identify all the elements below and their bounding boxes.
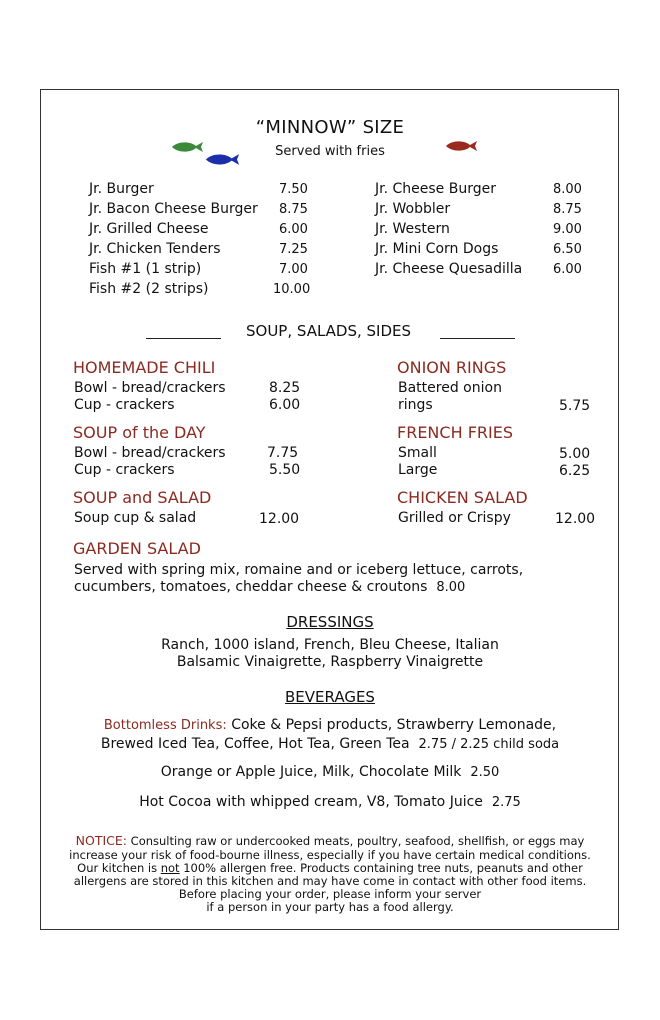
beverages-title: BEVERAGES bbox=[285, 688, 375, 706]
notice-text3a: Our kitchen is bbox=[77, 861, 158, 875]
minnow-title: “MINNOW” SIZE bbox=[255, 117, 405, 138]
minnow-right-item-name: Jr. Western bbox=[375, 221, 450, 237]
fries-large-price: 6.25 bbox=[559, 463, 591, 479]
onion-heading: ONION RINGS bbox=[397, 358, 507, 377]
minnow-left-item-name: Fish #2 (2 strips) bbox=[89, 281, 209, 297]
minnow-right-item-price: 6.50 bbox=[553, 242, 582, 257]
beverages-line3-wrap bbox=[0, 762, 660, 782]
beverages-line2-wrap bbox=[0, 734, 660, 754]
minnow-right-item-price: 6.00 bbox=[553, 262, 582, 277]
minnow-right-item-name: Jr. Cheese Burger bbox=[375, 181, 496, 197]
beverages-line4-wrap bbox=[0, 792, 660, 812]
soups-title: SOUP, SALADS, SIDES bbox=[246, 322, 412, 340]
minnow-left-item-name: Jr. Burger bbox=[89, 181, 154, 197]
soup-salad-heading: SOUP and SALAD bbox=[73, 488, 212, 507]
beverages-line1-wrap bbox=[0, 715, 660, 735]
minnow-left-item-price: 7.50 bbox=[279, 182, 308, 197]
onion-price: 5.75 bbox=[559, 398, 591, 414]
minnow-left-item-name: Fish #1 (1 strip) bbox=[89, 261, 202, 277]
minnow-left-item-name: Jr. Bacon Cheese Burger bbox=[89, 201, 258, 217]
beverages-line4-price: 2.75 bbox=[491, 795, 521, 810]
beverages-line2-price: 2.75 / 2.25 child soda bbox=[418, 737, 560, 752]
minnow-right-item-price: 8.00 bbox=[553, 182, 582, 197]
fish-icon-blue bbox=[202, 152, 242, 167]
notice-line4: allergens are stored in this kitchen and may have come in contact with other food items. bbox=[73, 874, 587, 888]
soup-salad-price: 12.00 bbox=[259, 511, 300, 527]
notice-line1 bbox=[40, 834, 620, 849]
minnow-left-item-price: 10.00 bbox=[273, 282, 311, 297]
beverages-line3: Orange or Apple Juice, Milk, Chocolate Milk bbox=[160, 764, 462, 780]
minnow-left-item-price: 6.00 bbox=[279, 222, 308, 237]
dressings-title: DRESSINGS bbox=[286, 613, 374, 631]
soup-day-cup: Cup - crackers bbox=[74, 462, 175, 478]
soup-salad-line: Soup cup & salad bbox=[74, 510, 197, 526]
bottomless-label: Bottomless Drinks: bbox=[103, 718, 227, 733]
chicken-salad-price: 12.00 bbox=[555, 511, 596, 527]
fries-small-price: 5.00 bbox=[559, 446, 591, 462]
garden-price: 8.00 bbox=[436, 580, 466, 595]
chili-bowl-price: 8.25 bbox=[269, 380, 301, 396]
soup-day-cup-price: 5.50 bbox=[269, 462, 301, 478]
minnow-right-item-name: Jr. Cheese Quesadilla bbox=[375, 261, 523, 277]
soup-day-heading: SOUP of the DAY bbox=[73, 423, 206, 442]
notice-line6: if a person in your party has a food allergy. bbox=[206, 900, 454, 914]
dressings-line1: Ranch, 1000 island, French, Bleu Cheese, Italian bbox=[161, 637, 499, 653]
beverages-line2: Brewed Iced Tea, Coffee, Hot Tea, Green Tea bbox=[100, 736, 410, 752]
minnow-left-item-price: 8.75 bbox=[279, 202, 308, 217]
notice-line2: increase your risk of food-bourne illness, especially if you have certain medical conditions. bbox=[69, 848, 591, 862]
chili-cup: Cup - crackers bbox=[74, 397, 175, 413]
garden-heading: GARDEN SALAD bbox=[73, 539, 201, 558]
chili-cup-price: 6.00 bbox=[269, 397, 301, 413]
minnow-subtitle: Served with fries bbox=[275, 144, 385, 159]
minnow-left-item-price: 7.25 bbox=[279, 242, 308, 257]
dressings-line2: Balsamic Vinaigrette, Raspberry Vinaigrette bbox=[176, 654, 484, 670]
fries-heading: FRENCH FRIES bbox=[397, 423, 513, 442]
beverages-line4: Hot Cocoa with whipped cream, V8, Tomato Juice bbox=[139, 794, 483, 810]
notice-text3c: 100% allergen free. Products containing tree nuts, peanuts and other bbox=[183, 861, 583, 875]
soup-day-bowl: Bowl - bread/crackers bbox=[74, 445, 226, 461]
notice-text1: Consulting raw or undercooked meats, poultry, seafood, shellfish, or eggs may bbox=[130, 834, 585, 848]
minnow-left-item-price: 7.00 bbox=[279, 262, 308, 277]
fries-small: Small bbox=[398, 445, 437, 461]
notice-line5: Before placing your order, please inform your server bbox=[178, 887, 482, 901]
fish-icon-red bbox=[443, 139, 479, 153]
minnow-right-item-price: 9.00 bbox=[553, 222, 582, 237]
fries-large: Large bbox=[398, 462, 438, 478]
divider-left bbox=[146, 338, 221, 339]
beverages-line1: Coke & Pepsi products, Strawberry Lemonade, bbox=[231, 717, 557, 733]
divider-right bbox=[440, 338, 515, 339]
garden-line2: cucumbers, tomatoes, cheddar cheese & croutons bbox=[74, 579, 428, 595]
garden-line2-wrap bbox=[74, 577, 465, 597]
garden-line1: Served with spring mix, romaine and or iceberg lettuce, carrots, bbox=[74, 562, 524, 578]
fish-icon-green bbox=[170, 140, 204, 154]
minnow-left-item-name: Jr. Grilled Cheese bbox=[89, 221, 209, 237]
beverages-line3-price: 2.50 bbox=[470, 765, 500, 780]
minnow-right-item-price: 8.75 bbox=[553, 202, 582, 217]
minnow-right-item-name: Jr. Mini Corn Dogs bbox=[375, 241, 499, 257]
minnow-right-item-name: Jr. Wobbler bbox=[375, 201, 451, 217]
onion-line2: rings bbox=[398, 397, 433, 413]
chili-bowl: Bowl - bread/crackers bbox=[74, 380, 226, 396]
minnow-left-item-name: Jr. Chicken Tenders bbox=[89, 241, 221, 257]
onion-line1: Battered onion bbox=[398, 380, 502, 396]
chili-heading: HOMEMADE CHILI bbox=[73, 358, 216, 377]
notice-not: not bbox=[160, 861, 180, 875]
chicken-salad-heading: CHICKEN SALAD bbox=[397, 488, 528, 507]
notice-label: NOTICE: bbox=[75, 833, 128, 848]
soup-day-bowl-price: 7.75 bbox=[267, 445, 299, 461]
chicken-salad-line: Grilled or Crispy bbox=[398, 510, 511, 526]
